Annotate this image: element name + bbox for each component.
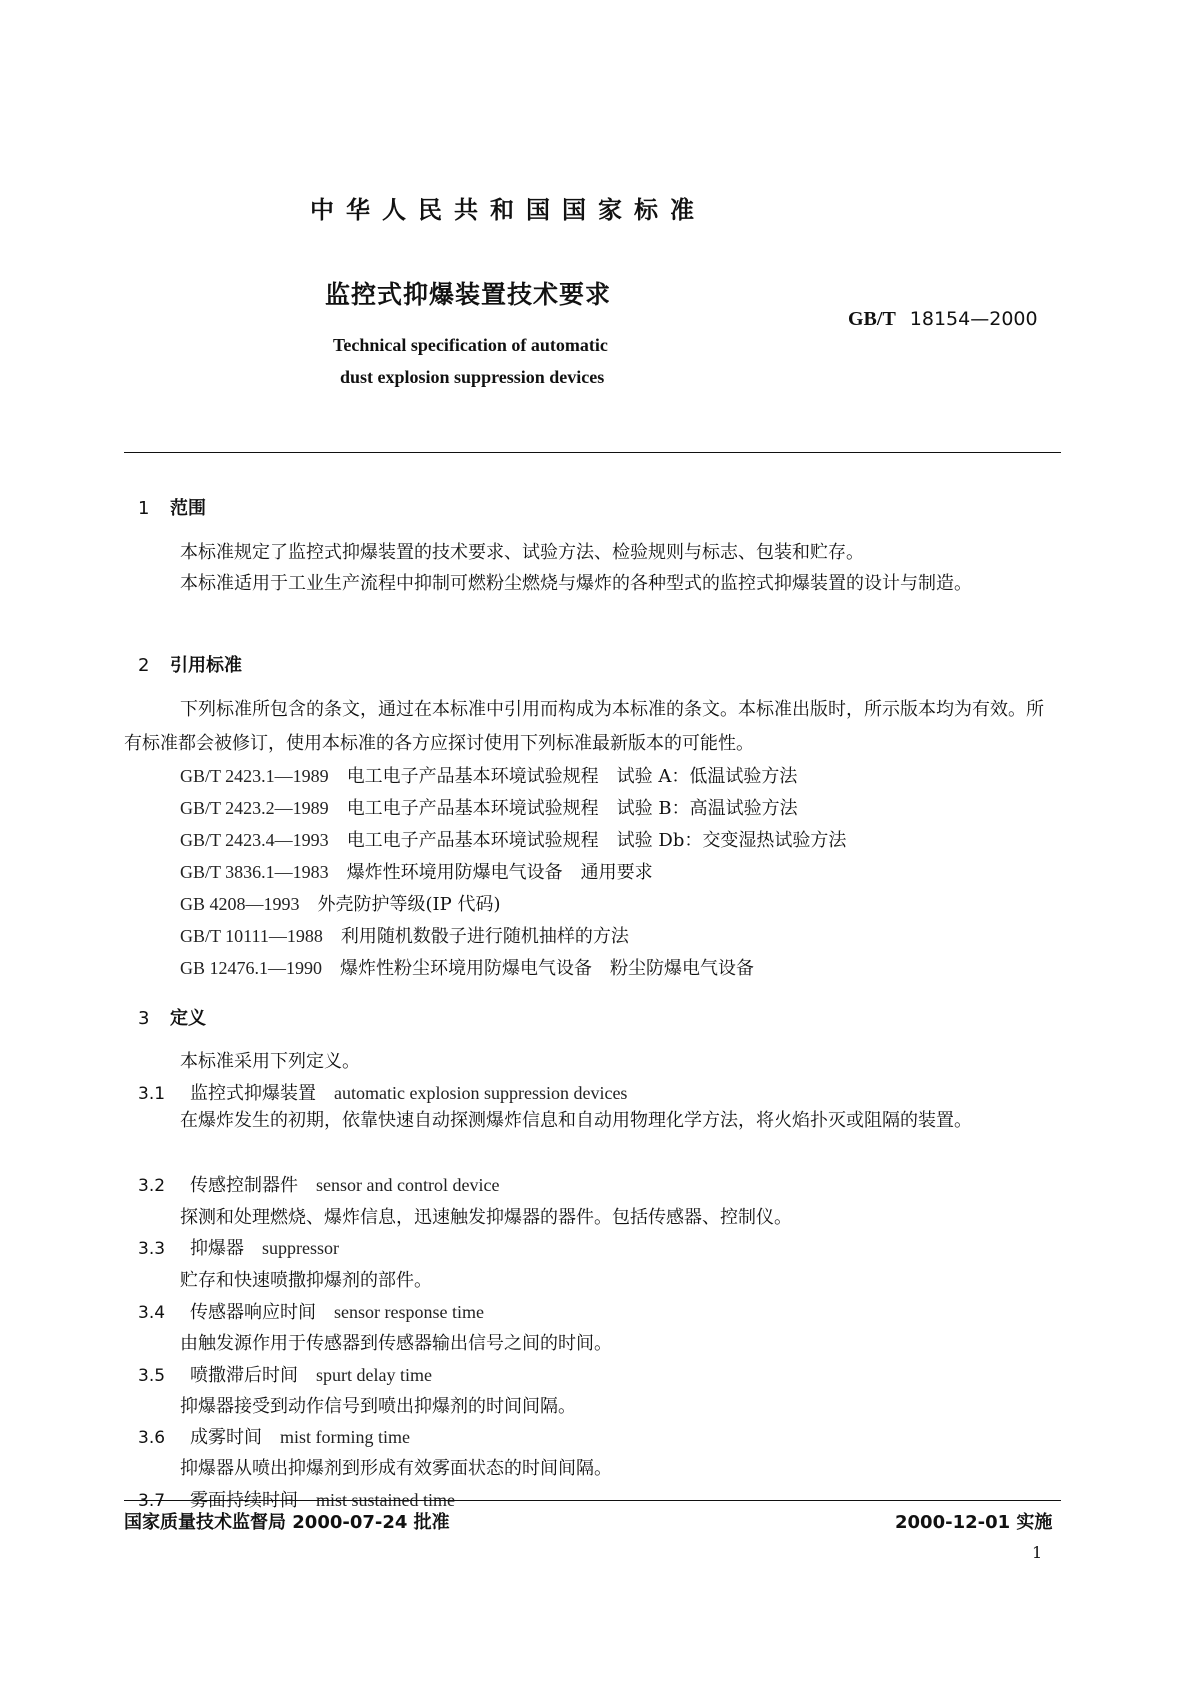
reference-title: 电工电子产品基本环境试验规程 试验 B：高温试验方法 bbox=[346, 798, 798, 819]
paragraph: 本标准规定了监控式抑爆装置的技术要求、试验方法、检验规则与标志、包装和贮存。 bbox=[180, 542, 864, 563]
approval-line: 国家质量技术监督局 2000-07-24 批准 bbox=[124, 1512, 450, 1533]
reference-item bbox=[180, 826, 846, 852]
definition-number: 3.5 bbox=[138, 1366, 166, 1386]
definition-term-en: mist forming time bbox=[280, 1427, 410, 1447]
document-title-en-line2: dust explosion suppression devices bbox=[340, 367, 605, 387]
definition-term bbox=[138, 1234, 339, 1260]
definition-term-en: spurt delay time bbox=[316, 1365, 432, 1385]
definition-term-en: mist sustained time bbox=[316, 1490, 455, 1510]
standard-code-number: 18154—2000 bbox=[909, 308, 1038, 330]
definition-body: 由触发源作用于传感器到传感器输出信号之间的时间。 bbox=[180, 1333, 612, 1354]
definition-body: 探测和处理燃烧、爆炸信息，迅速触发抑爆器的器件。包括传感器、控制仪。 bbox=[180, 1207, 792, 1228]
standard-code bbox=[848, 308, 1038, 331]
section-number: 1 bbox=[138, 498, 150, 519]
definition-term-cn: 抑爆器 bbox=[190, 1238, 244, 1259]
reference-item bbox=[180, 794, 798, 820]
section-title: 定义 bbox=[170, 1008, 206, 1029]
definition-body: 贮存和快速喷撒抑爆剂的部件。 bbox=[180, 1270, 432, 1291]
reference-code: GB/T 2423.4—1993 bbox=[180, 830, 329, 850]
definition-term-cn: 传感控制器件 bbox=[190, 1175, 298, 1196]
footer-divider bbox=[124, 1500, 1061, 1501]
definition-number: 3.6 bbox=[138, 1428, 166, 1448]
reference-code: GB/T 10111—1988 bbox=[180, 926, 323, 946]
reference-title: 外壳防护等级(IP 代码) bbox=[317, 894, 501, 915]
definition-number: 3.4 bbox=[138, 1303, 166, 1323]
header-divider bbox=[124, 452, 1061, 453]
definition-body: 抑爆器接受到动作信号到喷出抑爆剂的时间间隔。 bbox=[180, 1396, 576, 1417]
paragraph: 本标准适用于工业生产流程中抑制可燃粉尘燃烧与爆炸的各种型式的监控式抑爆装置的设计与制造。 bbox=[180, 573, 972, 594]
definition-term bbox=[138, 1079, 627, 1105]
definition-body: 在爆炸发生的初期，依靠快速自动探测爆炸信息和自动用物理化学方法，将火焰扑灭或阻隔的装置。 bbox=[180, 1110, 972, 1131]
reference-item bbox=[180, 762, 797, 788]
definition-term-cn: 雾面持续时间 bbox=[190, 1490, 298, 1511]
definition-term-en: sensor and control device bbox=[316, 1175, 500, 1195]
definition-term-en: sensor response time bbox=[334, 1302, 484, 1322]
definition-term bbox=[138, 1171, 499, 1197]
document-title-en-line1: Technical specification of automatic bbox=[333, 335, 608, 355]
section-title: 范围 bbox=[170, 498, 206, 519]
definition-term bbox=[138, 1423, 410, 1449]
definition-number: 3.3 bbox=[138, 1239, 166, 1259]
reference-code: GB/T 3836.1—1983 bbox=[180, 862, 329, 882]
reference-item bbox=[180, 858, 653, 884]
reference-title: 电工电子产品基本环境试验规程 试验 Db：交变湿热试验方法 bbox=[346, 830, 847, 851]
section-title: 引用标准 bbox=[170, 655, 242, 676]
reference-code: GB 12476.1—1990 bbox=[180, 958, 323, 978]
definition-term-en: automatic explosion suppression devices bbox=[334, 1083, 628, 1103]
definition-term bbox=[138, 1361, 432, 1387]
paragraph: 下列标准所包含的条文，通过在本标准中引用而构成为本标准的条文。本标准出版时，所示版本均为有效。所有标准都会被修订，使用本标准的各方应探讨使用下列标准最新版本的可能性。 bbox=[124, 699, 1044, 754]
section-heading-definitions bbox=[138, 1004, 206, 1030]
section-heading-references bbox=[138, 651, 242, 677]
national-standard-heading: 中华人民共和国国家标准 bbox=[310, 196, 706, 224]
definition-term-cn: 喷撒滞后时间 bbox=[190, 1365, 298, 1386]
definition-term-cn: 传感器响应时间 bbox=[190, 1302, 316, 1323]
definition-term-cn: 监控式抑爆装置 bbox=[190, 1083, 316, 1104]
reference-item bbox=[180, 922, 629, 948]
reference-title: 电工电子产品基本环境试验规程 试验 A：低温试验方法 bbox=[346, 766, 798, 787]
definition-body: 抑爆器从喷出抑爆剂到形成有效雾面状态的时间间隔。 bbox=[180, 1458, 612, 1479]
page-number: 1 bbox=[1032, 1543, 1043, 1562]
definitions-intro: 本标准采用下列定义。 bbox=[180, 1051, 360, 1072]
definition-term-cn: 成雾时间 bbox=[190, 1427, 262, 1448]
reference-code: GB/T 2423.1—1989 bbox=[180, 766, 329, 786]
reference-code: GB 4208—1993 bbox=[180, 894, 300, 914]
definition-number: 3.2 bbox=[138, 1176, 166, 1196]
definition-number: 3.7 bbox=[138, 1491, 166, 1511]
definition-number: 3.1 bbox=[138, 1084, 166, 1104]
reference-title: 爆炸性环境用防爆电气设备 通用要求 bbox=[346, 862, 653, 883]
implementation-date: 2000-12-01 实施 bbox=[895, 1512, 1053, 1533]
definition-term bbox=[138, 1298, 484, 1324]
document-title-cn: 监控式抑爆装置技术要求 bbox=[325, 280, 612, 309]
definition-term-en: suppressor bbox=[262, 1238, 339, 1258]
reference-item bbox=[180, 954, 754, 980]
section-number: 3 bbox=[138, 1008, 150, 1029]
reference-title: 利用随机数骰子进行随机抽样的方法 bbox=[340, 926, 629, 947]
reference-title: 爆炸性粉尘环境用防爆电气设备 粉尘防爆电气设备 bbox=[340, 958, 755, 979]
reference-code: GB/T 2423.2—1989 bbox=[180, 798, 329, 818]
standard-code-prefix: GB/T bbox=[848, 308, 896, 330]
section-number: 2 bbox=[138, 655, 150, 676]
reference-item bbox=[180, 890, 501, 916]
section-heading-scope bbox=[138, 494, 206, 520]
